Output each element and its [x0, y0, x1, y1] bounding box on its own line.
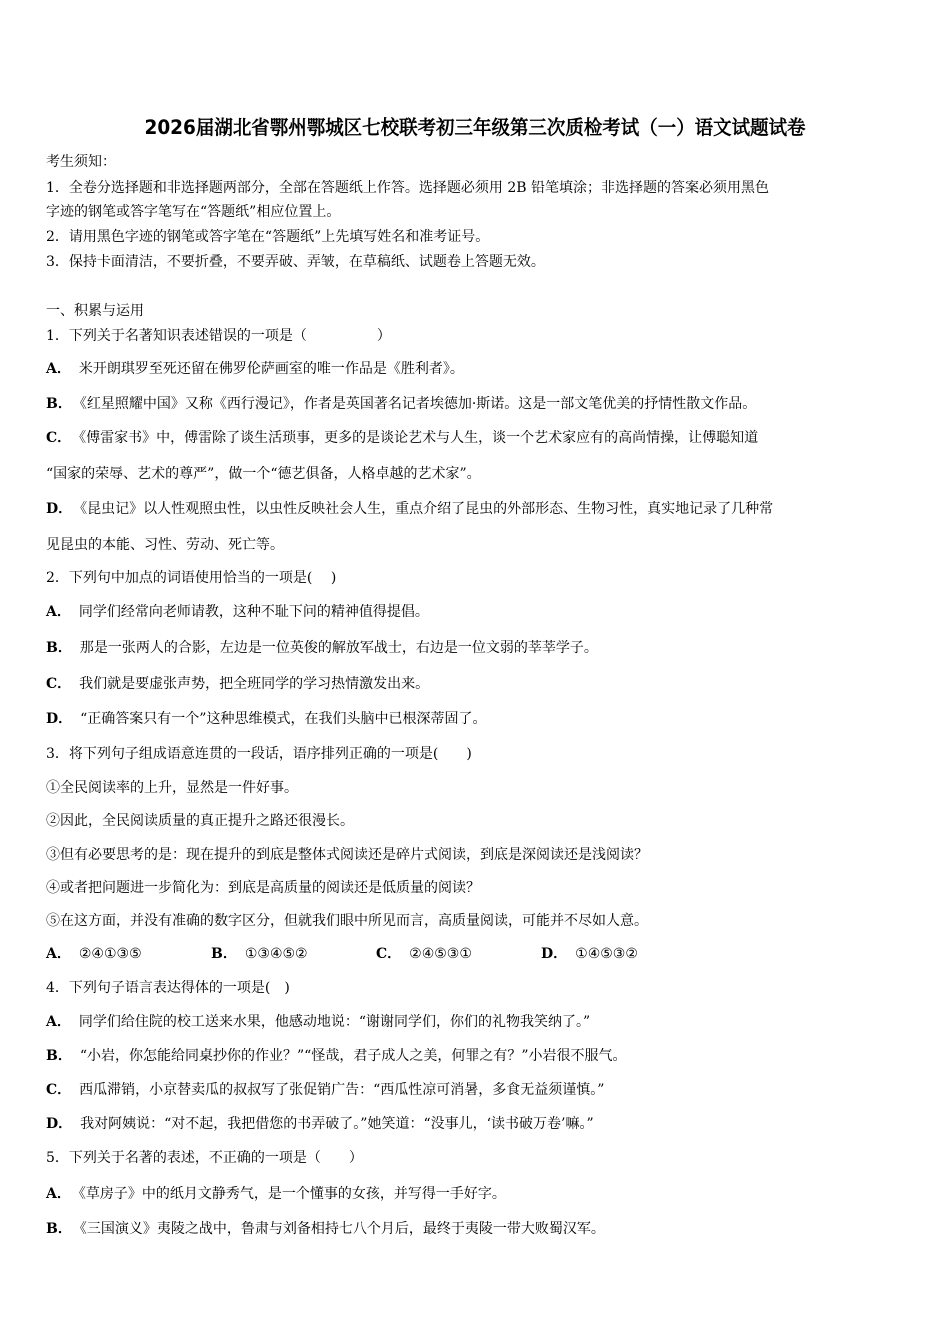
option-label: B．	[46, 396, 72, 412]
option-label: D．	[46, 711, 73, 727]
option-label: C．	[46, 1082, 72, 1098]
notice-item-1: 1．全卷分选择题和非选择题两部分，全部在答题纸上作答。选择题必须用 2B 铅笔填涂；非选择题的答案必须用黑色	[46, 180, 769, 196]
question-4-option-d	[46, 1114, 594, 1134]
question-1-option-a	[46, 359, 464, 379]
option-label: A．	[46, 361, 71, 377]
question-3-option-a	[46, 944, 211, 964]
option-label: D．	[46, 1116, 73, 1132]
question-3-options	[46, 944, 638, 964]
option-text: ①④⑤③②	[575, 946, 638, 962]
option-text: 《三国演义》夷陵之战中，鲁肃与刘备相持七八个月后，最终于夷陵一带大败蜀汉军。	[79, 1221, 605, 1237]
option-label: A．	[46, 1014, 71, 1030]
question-3-option-c	[376, 944, 541, 964]
question-5-option-a	[46, 1184, 506, 1204]
notice-heading: 考生须知：	[46, 154, 116, 170]
question-3-option-b	[211, 944, 376, 964]
option-text: 《草房子》中的纸月文静秀气，是一个懂事的女孩，并写得一手好字。	[78, 1186, 506, 1202]
notice-item-1-cont: 字迹的钢笔或答字笔写在“答题纸”相应位置上。	[46, 204, 341, 220]
option-text: 我对阿姨说：“对不起，我把借您的书弄破了。”她笑道：“没事儿，‘读书破万卷’嘛。”	[80, 1116, 594, 1132]
option-label: A．	[46, 604, 71, 620]
question-2-option-a	[46, 602, 429, 622]
option-label: C．	[46, 676, 72, 692]
question-1-option-d	[46, 499, 773, 519]
question-1-option-c-cont: “国家的荣辱、艺术的尊严”，做一个“德艺俱备，人格卓越的艺术家”。	[46, 466, 481, 482]
question-5-stem: 5．下列关于名著的表述，不正确的一项是（ ）	[46, 1150, 363, 1166]
option-label: D．	[541, 946, 568, 962]
option-text: 同学们经常向老师请教，这种不耻下问的精神值得提倡。	[78, 604, 429, 620]
page-title: 2026届湖北省鄂州鄂城区七校联考初三年级第三次质检考试（一）语文试题试卷	[144, 116, 806, 139]
question-4-option-a	[46, 1012, 590, 1032]
option-text: “正确答案只有一个”这种思维模式，在我们头脑中已根深蒂固了。	[80, 711, 487, 727]
option-text: ②④①③⑤	[78, 946, 142, 962]
option-text: “小岩，你怎能给同桌抄你的作业？”“怪哉，君子成人之美，何罪之有？”小岩很不服气。	[79, 1048, 627, 1064]
option-text: ②④⑤③①	[409, 946, 472, 962]
option-label: D．	[46, 501, 73, 517]
question-2-option-d	[46, 709, 486, 729]
question-3-stem: 3．将下列句子组成语意连贯的一段话，语序排列正确的一项是( )	[46, 746, 472, 762]
question-3-sentence-1: ①全民阅读率的上升，显然是一件好事。	[46, 780, 298, 796]
option-text: 米开朗琪罗至死还留在佛罗伦萨画室的唯一作品是《胜利者》。	[78, 361, 464, 377]
question-4-option-c	[46, 1080, 604, 1100]
question-1-option-d-cont: 见昆虫的本能、习性、劳动、死亡等。	[46, 537, 284, 553]
question-4-option-b	[46, 1046, 626, 1066]
option-label: C．	[376, 946, 402, 962]
question-2-option-c	[46, 674, 429, 694]
option-text: 我们就是要虚张声势，把全班同学的学习热情激发出来。	[79, 676, 430, 692]
option-label: B．	[46, 1048, 72, 1064]
question-3-sentence-5: ⑤在这方面，并没有准确的数字区分，但就我们眼中所见而言，高质量阅读，可能并不尽如人意。	[46, 913, 648, 929]
option-label: B．	[211, 946, 237, 962]
question-2-option-b	[46, 638, 598, 658]
question-1-option-c	[46, 428, 758, 448]
option-label: A．	[46, 1186, 71, 1202]
option-text: 那是一张两人的合影，左边是一位英俊的解放军战士，右边是一位文弱的莘莘学子。	[79, 640, 598, 656]
question-3-option-d	[541, 944, 638, 964]
question-4-stem: 4．下列句子语言表达得体的一项是( )	[46, 980, 290, 996]
question-1-stem: 1．下列关于名著知识表述错误的一项是（ ）	[46, 328, 391, 344]
option-text: 西瓜滞销，小京替卖瓜的叔叔写了张促销广告：“西瓜性凉可消暑，多食无益须谨慎。”	[79, 1082, 605, 1098]
option-text: ①③④⑤②	[244, 946, 308, 962]
notice-item-3: 3．保持卡面清洁，不要折叠，不要弄破、弄皱，在草稿纸、试题卷上答题无效。	[46, 254, 545, 270]
option-label: C．	[46, 430, 72, 446]
question-2-stem: 2．下列句中加点的词语使用恰当的一项是( )	[46, 570, 337, 586]
option-text: 《昆虫记》以人性观照虫性，以虫性反映社会人生，重点介绍了昆虫的外部形态、生物习性，真实地记录了几种常	[80, 501, 774, 517]
option-text: 《傅雷家书》中，傅雷除了谈生活琐事，更多的是谈论艺术与人生，谈一个艺术家应有的高尚情操，让傅聪知道	[79, 430, 759, 446]
option-text: 同学们给住院的校工送来水果，他感动地说：“谢谢同学们，你们的礼物我笑纳了。”	[78, 1014, 591, 1030]
question-3-sentence-2: ②因此，全民阅读质量的真正提升之路还很漫长。	[46, 813, 354, 829]
option-label: A．	[46, 946, 71, 962]
option-label: B．	[46, 1221, 72, 1237]
question-5-option-b	[46, 1219, 605, 1239]
question-1-option-b	[46, 394, 756, 414]
question-3-sentence-3: ③但有必要思考的是：现在提升的到底是整体式阅读还是碎片式阅读，到底是深阅读还是浅阅读？	[46, 847, 648, 863]
section-heading: 一、积累与运用	[46, 303, 144, 319]
option-text: 《红星照耀中国》又称《西行漫记》，作者是英国著名记者埃德加·斯诺。这是一部文笔优美的抒情性散文作品。	[79, 396, 757, 412]
notice-item-2: 2．请用黑色字迹的钢笔或答字笔在“答题纸”上先填写姓名和准考证号。	[46, 229, 490, 245]
option-label: B．	[46, 640, 72, 656]
question-3-sentence-4: ④或者把问题进一步简化为：到底是高质量的阅读还是低质量的阅读？	[46, 880, 480, 896]
